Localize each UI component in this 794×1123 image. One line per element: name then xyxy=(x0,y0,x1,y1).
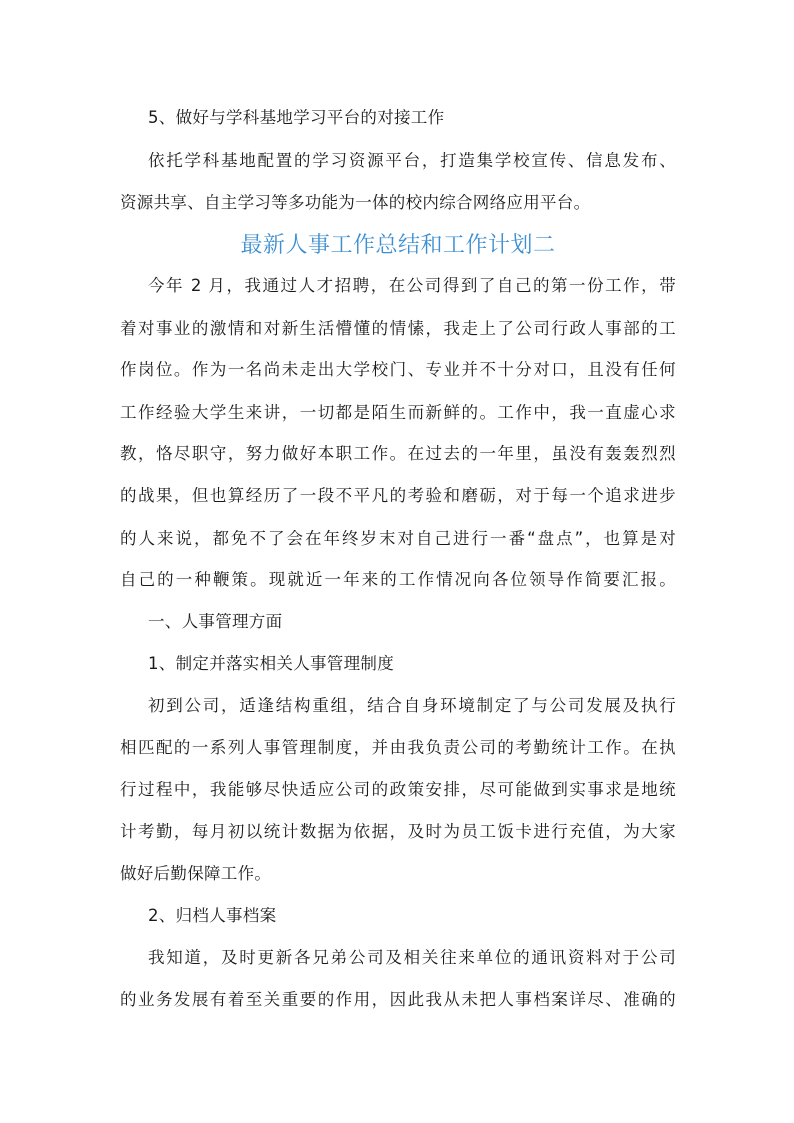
section-heading-5: 5、做好与学科基地学习平台的对接工作 xyxy=(148,108,445,127)
paragraph-line: 作岗位。作为一名尚未走出大学校门、专业并不十分对口，且没有任何 xyxy=(120,360,676,379)
paragraph-line: 资源共享、自主学习等多功能为一体的校内综合网络应用平台。 xyxy=(120,193,591,212)
subsection-heading-1: 1、制定并落实相关人事管理制度 xyxy=(148,654,394,673)
paragraph-line: 的战果，但也算经历了一段不平凡的考验和磨砺，对于每一个追求进步 xyxy=(120,486,676,505)
paragraph-line: 初到公司，适逢结构重组，结合自身环境制定了与公司发展及执行 xyxy=(148,696,676,715)
paragraph-line: 教，恪尽职守，努力做好本职工作。在过去的一年里，虽没有轰轰烈烈 xyxy=(120,444,676,463)
paragraph-line: 着对事业的激情和对新生活懵懂的情愫，我走上了公司行政人事部的工 xyxy=(120,319,676,338)
section-heading-1: 一、人事管理方面 xyxy=(148,612,283,631)
paragraph-line: 计考勤，每月初以统计数据为依据，及时为员工饭卡进行充值，为大家 xyxy=(120,822,676,841)
paragraph-line: 工作经验大学生来讲，一切都是陌生而新鲜的。工作中，我一直虚心求 xyxy=(120,403,676,422)
paragraph-line: 自己的一种鞭策。现就近一年来的工作情况向各位领导作简要汇报。 xyxy=(120,570,676,589)
paragraph-line: 相匹配的一系列人事管理制度，并由我负责公司的考勤统计工作。在执 xyxy=(120,738,676,757)
paragraph-line: 依托学科基地配置的学习资源平台，打造集学校宣传、信息发布、 xyxy=(148,151,676,170)
document-title: 最新人事工作总结和工作计划二 xyxy=(240,233,556,258)
paragraph-line: 的业务发展有着至关重要的作用，因此我从未把人事档案详尽、准确的 xyxy=(120,990,676,1009)
paragraph-line: 我知道，及时更新各兄弟公司及相关往来单位的通讯资料对于公司 xyxy=(148,948,676,967)
paragraph-line: 的人来说，都免不了会在年终岁末对自己进行一番“盘点”，也算是对 xyxy=(120,529,676,548)
paragraph-line: 做好后勤保障工作。 xyxy=(120,864,272,883)
subsection-heading-2: 2、归档人事档案 xyxy=(148,906,277,925)
paragraph-line: 今年 2 月，我通过人才招聘，在公司得到了自己的第一份工作，带 xyxy=(148,276,676,295)
paragraph-line: 行过程中，我能够尽快适应公司的政策安排，尽可能做到实事求是地统 xyxy=(120,780,676,799)
